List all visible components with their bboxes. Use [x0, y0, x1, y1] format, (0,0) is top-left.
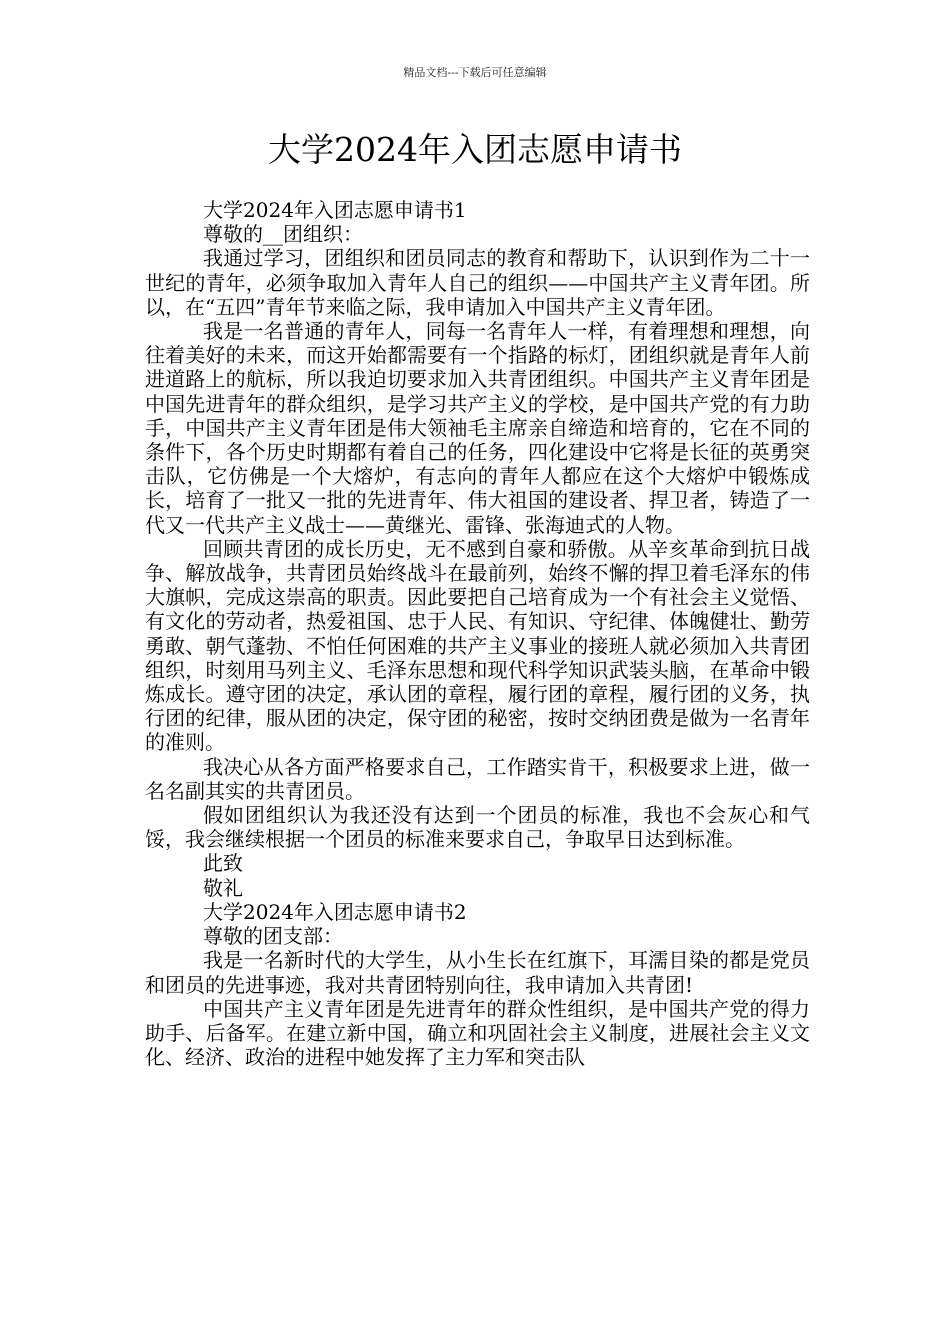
section-heading-2: 大学2024年入团志愿申请书2 [203, 899, 467, 924]
salutation-1: 尊敬的__团组织： [203, 222, 363, 247]
paragraph: 我是一名新时代的大学生，从小生长在红旗下，耳濡目染的都是党员和团员的先进事迹，我对共青团特别向往，我申请加入共青团! [145, 948, 810, 997]
section-heading-1: 大学2024年入团志愿申请书1 [203, 198, 467, 222]
salutation-2: 尊敬的团支部： [203, 924, 343, 949]
paragraph: 回顾共青团的成长历史，无不感到自豪和骄傲。从辛亥革命到抗日战争、解放战争，共青团员始终战斗在最前列，始终不懈的捍卫着毛泽东的伟大旗帜，完成这崇高的职责。因此要把自己培育成为一个有社会主义觉悟、有文化的劳动者，热爱祖国、忠于人民、有知识、守纪律、体魄健壮、勤劳勇敢、朝气蓬勃、不怕任何困难的共产主义事业的接班人就必须加入共青团组织，时刻用马列主义、毛泽东思想和现代科学知识武装头脑，在革命中锻炼成长。遵守团的决定，承认团的章程，履行团的章程，履行团的义务，执行团的纪律，服从团的决定，保守团的秘密，按时交纳团费是做为一名青年的准则。 [145, 536, 810, 755]
paragraph: 我通过学习，团组织和团员同志的教育和帮助下，认识到作为二十一世纪的青年，必须争取加入青年人自己的组织——中国共产主义青年团。所以，在“五四”青年节来临之际，我申请加入中国共产主义青年团。 [145, 246, 810, 319]
paragraph: 我决心从各方面严格要求自己，工作踏实肯干，积极要求上进，做一名名副其实的共青团员。 [145, 754, 810, 803]
closing-line: 此致 [203, 851, 243, 876]
closing-line: 敬礼 [203, 875, 243, 900]
paragraph: 中国共产主义青年团是先进青年的群众性组织，是中国共产党的得力助手、后备军。在建立新中国，确立和巩固社会主义制度，进展社会主义文化、经济、政治的进程中她发挥了主力军和突击队 [145, 996, 810, 1070]
paragraph: 我是一名普通的青年人，同每一名青年人一样，有着理想和理想，向往着美好的未来，而这开始都需要有一个指路的标灯，团组织就是青年人前进道路上的航标，所以我迫切要求加入共青团组织。中国共产主义青年团是中国先进青年的群众组织，是学习共产主义的学校，是中国共产党的有力助手，中国共产主义青年团是伟大领袖毛主席亲自缔造和培育的，它在不同的条件下，各个历史时期都有着自己的任务，四化建设中它将是长征的英勇突击队，它仿佛是一个大熔炉，有志向的青年人都应在这个大熔炉中锻炼成长，培育了一批又一批的先进青年、伟大祖国的建设者、捍卫者，铸造了一代又一代共产主义战士——黄继光、雷锋、张海迪式的人物。 [145, 319, 810, 537]
header-note: 精品文档---下载后可任意编辑 [403, 66, 547, 79]
document-body [145, 198, 810, 1069]
paragraph: 假如团组织认为我还没有达到一个团员的标准，我也不会灰心和气馁，我会继续根据一个团员的标准来要求自己，争取早日达到标准。 [145, 803, 810, 852]
document-title: 大学2024年入团志愿申请书 [268, 130, 682, 169]
